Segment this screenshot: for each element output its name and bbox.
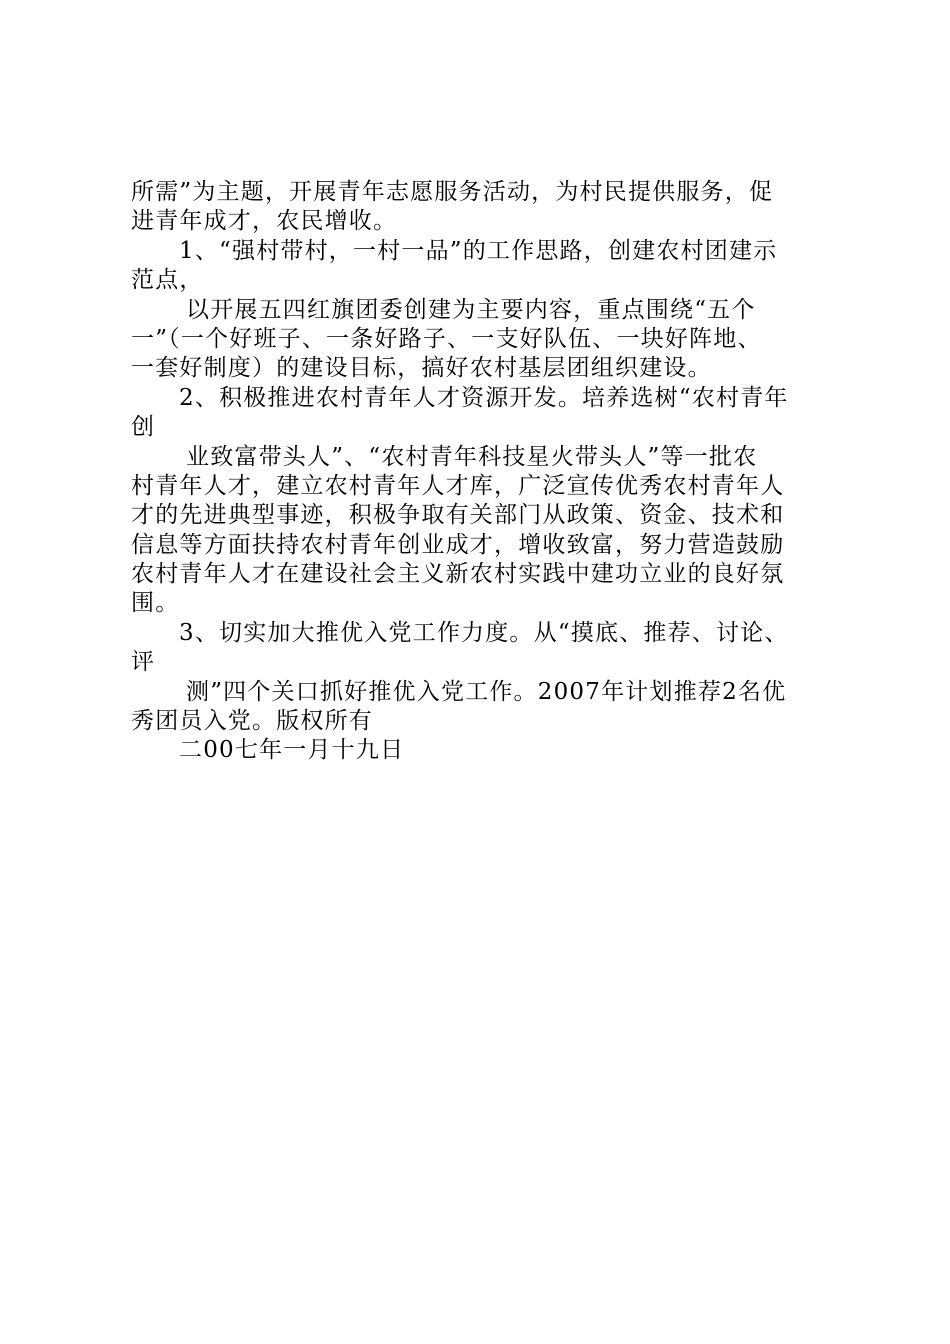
text-line: 才的先进典型事迹，积极争取有关部门从政策、资金、技术和	[131, 502, 785, 529]
text-line: 业致富带头人”、“农村青年科技星火带头人”等一批农	[186, 443, 758, 470]
text-line: 所需”为主题，开展青年志愿服务活动，为村民提供服务，促	[131, 179, 774, 205]
text-line: 范点，	[131, 267, 204, 294]
text-line: 信息等方面扶持农村青年创业成才，增收致富，努力营造鼓励	[131, 531, 785, 558]
text-line: 1、“强村带村，一村一品”的工作思路，创建农村团建示	[179, 237, 778, 264]
text-line: 一”（一个好班子、一条好路子、一支好队伍、一块好阵地、	[131, 325, 762, 352]
text-line: 农村青年人才在建设社会主义新农村实践中建功立业的良好氛	[131, 561, 785, 588]
text-line: 进青年成才，农民增收。	[131, 208, 398, 235]
text-line: 创	[131, 414, 156, 441]
text-line: 3、切实加大推优入党工作力度。从“摸底、推荐、讨论、	[179, 619, 789, 646]
text-line: 2、积极推进农村青年人才资源开发。培养选树“农村青年	[179, 384, 789, 411]
text-line: 村青年人才，建立农村青年人才库，广泛宣传优秀农村青年人	[131, 472, 785, 499]
text-line: 围。	[131, 590, 180, 617]
text-line: 以开展五四红旗团委创建为主要内容，重点围绕“五个	[186, 296, 756, 323]
text-line: 评	[131, 649, 156, 676]
document-body	[131, 178, 831, 766]
text-line: 一套好制度）的建设目标，搞好农村基层团组织建设。	[131, 355, 712, 382]
text-line: 秀团员入党。版权所有	[131, 708, 373, 735]
date-line: 二00七年一月十九日	[179, 737, 405, 764]
text-line: 测”四个关口抓好推优入党工作。2007年计划推荐2名优	[186, 678, 787, 705]
